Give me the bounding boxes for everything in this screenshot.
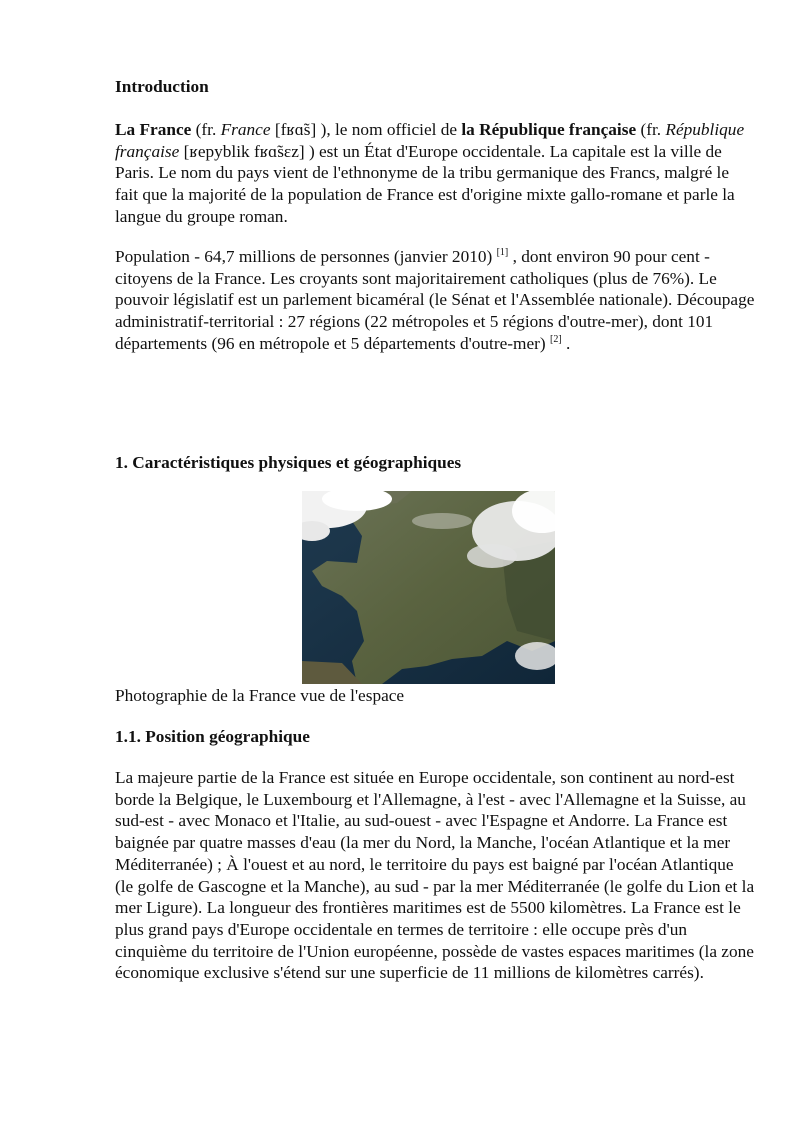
photo-caption: Photographie de la France vue de l'espace — [115, 686, 405, 705]
intro-heading: Introduction — [115, 77, 209, 96]
intro-paragraph-2: Population - 64,7 millions de personnes (janvier 2010) [1] , dont environ 90 pour cent - citoyens de la France. Les croyants sont majoritairement catholiques (plus de 76%). Le pouvoir législatif est un parlement bicaméral (le Sénat et l'Assemblée nationale). Découpage administratif-territorial : 27 régions (22 métropoles et 5 régions d'outre-mer), dont 101 départements (96 en métropole et 5 départements d'outre-mer) [2] . — [115, 247, 755, 353]
intro-paragraph-1: La France (fr. France [fʁɑ̃s] ), le nom officiel de la République française (fr. République française [ʁepyblik fʁɑ̃sɛz] ) est un État d'Europe occidentale. La capitale est la ville de Paris. Le nom du pays vient de l'ethnonyme de la tribu germanique des Francs, malgré le fait que la majorité de la population de France est d'origine mixte gallo-romane et parle la langue du groupe roman. — [115, 120, 745, 226]
official-name: la République française — [461, 120, 637, 139]
footnote-ref-2[interactable]: [2] — [549, 333, 562, 345]
section-1-1-heading: 1.1. Position géographique — [115, 727, 310, 746]
france-satellite-photo — [302, 491, 555, 684]
section-1-1-paragraph: La majeure partie de la France est située en Europe occidentale, son continent au nord-est borde la Belgique, le Luxembourg et l'Allemagne, à l'est - avec l'Allemagne et la Suisse, au sud-est - avec Monaco et l'Italie, au sud-ouest - avec l'Espagne et Andorre. La France est baignée par quatre masses d'eau (la mer du Nord, la Manche, l'océan Atlantique et la mer Méditerranée) ; À l'ouest et au nord, le territoire du pays est baigné par l'océan Atlantique (le golfe de Gascogne et la Manche), au sud - par la mer Méditerranée (le golfe du Lion et la mer Ligure). La longueur des frontières maritimes est de 5500 kilomètres. La France est le plus grand pays d'Europe occidentale en termes de territoire : elle occupe près d'un cinquième du territoire de l'Union européenne, possède de vastes espaces maritimes (la zone économique exclusive s'étend sur une superficie de 11 millions de kilomètres carrés). — [115, 768, 755, 983]
footnote-ref-1[interactable]: [1] — [496, 247, 509, 258]
country-name: La France — [115, 120, 192, 139]
section-1-heading: 1. Caractéristiques physiques et géographiques — [115, 453, 462, 472]
